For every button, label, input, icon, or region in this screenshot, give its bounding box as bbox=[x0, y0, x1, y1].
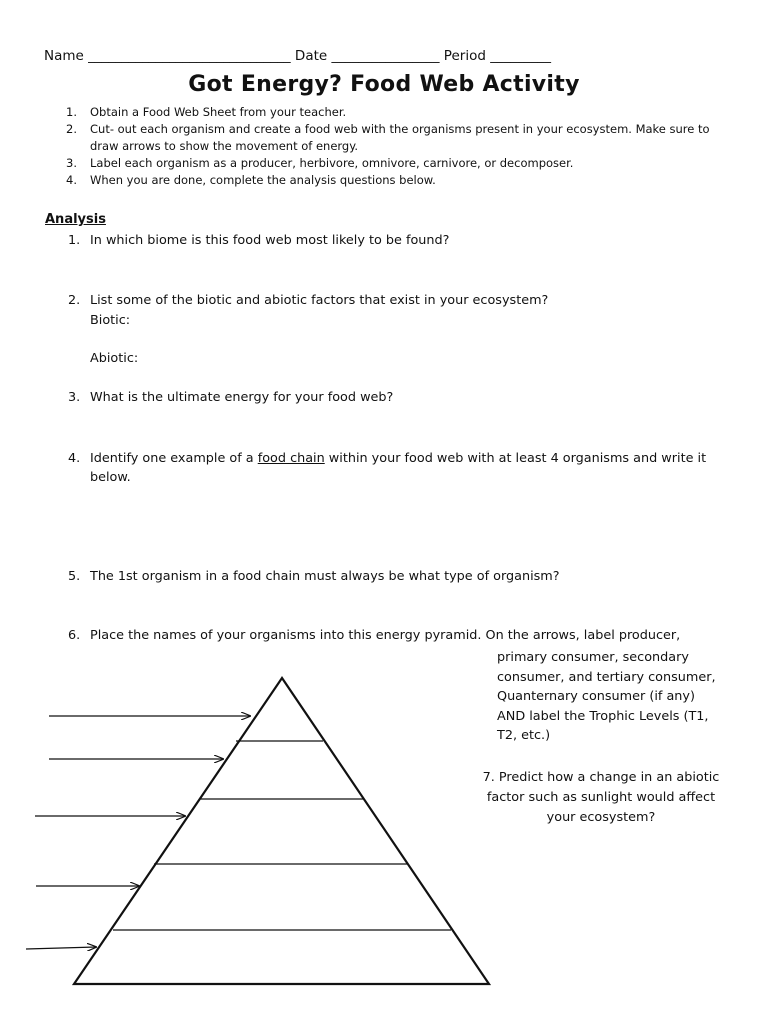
question-7-line: your ecosystem? bbox=[546, 810, 656, 825]
continuation-line: Quanternary consumer (if any) bbox=[497, 689, 695, 705]
instruction-text: Obtain a Food Web Sheet from your teacher. bbox=[90, 105, 347, 119]
abiotic-label: Abiotic: bbox=[90, 351, 139, 366]
question-number: 6. bbox=[68, 628, 81, 643]
date-field[interactable]: ________________ bbox=[331, 48, 440, 64]
level-arrow[interactable] bbox=[26, 947, 96, 949]
question-7-line: factor such as sunlight would affect bbox=[486, 790, 716, 805]
question-text: The 1st organism in a food chain must always be what type of organism? bbox=[90, 569, 560, 584]
continuation-line: primary consumer, secondary bbox=[497, 650, 689, 665]
question-text: Place the names of your organisms into this energy pyramid. On the arrows, label producer, bbox=[90, 628, 681, 643]
continuation-line: AND label the Trophic Levels (T1, bbox=[497, 708, 709, 724]
instruction-number: 2. bbox=[66, 122, 77, 136]
period-label: Period bbox=[443, 48, 486, 64]
question-text-start: Identify one example of a bbox=[90, 451, 258, 466]
question-7-line: 7. Predict how a change in an abiotic bbox=[482, 770, 720, 785]
question-number: 5. bbox=[68, 569, 81, 584]
name-label: Name bbox=[44, 48, 84, 64]
name-field[interactable]: ______________________________ bbox=[88, 48, 291, 64]
question-number: 2. bbox=[68, 293, 81, 308]
page-title: Got Energy? Food Web Activity bbox=[188, 72, 580, 97]
continuation-line: consumer, and tertiary consumer, bbox=[497, 669, 716, 685]
question-4-continuation: below. bbox=[90, 470, 131, 485]
food-chain-term: food chain bbox=[257, 451, 325, 466]
question-number: 3. bbox=[68, 390, 81, 405]
question-text-end: within your food web with at least 4 organisms and write it bbox=[324, 451, 707, 466]
instruction-number: 3. bbox=[66, 156, 77, 170]
instruction-text: Cut- out each organism and create a food web with the organisms present in your ecosystem. Make sure to draw arrows to show the movement of energy. bbox=[90, 122, 710, 153]
date-label: Date bbox=[294, 48, 328, 64]
question-text: List some of the biotic and abiotic factors that exist in your ecosystem? bbox=[90, 293, 549, 308]
analysis-heading: Analysis bbox=[45, 212, 106, 227]
question-text: In which biome is this food web most likely to be found? bbox=[90, 233, 450, 248]
instruction-text: When you are done, complete the analysis questions below. bbox=[90, 173, 436, 187]
question-number: 1. bbox=[68, 233, 81, 248]
instruction-number: 4. bbox=[66, 173, 77, 187]
instruction-number: 1. bbox=[66, 105, 77, 119]
instruction-text: Label each organism as a producer, herbivore, omnivore, carnivore, or decomposer. bbox=[90, 156, 574, 170]
continuation-line: T2, etc.) bbox=[497, 728, 551, 744]
question-text: What is the ultimate energy for your food web? bbox=[90, 390, 394, 405]
period-field[interactable]: _________ bbox=[490, 48, 551, 64]
pyramid-outline bbox=[74, 678, 489, 984]
question-number: 4. bbox=[68, 451, 81, 466]
biotic-label: Biotic: bbox=[90, 313, 131, 328]
